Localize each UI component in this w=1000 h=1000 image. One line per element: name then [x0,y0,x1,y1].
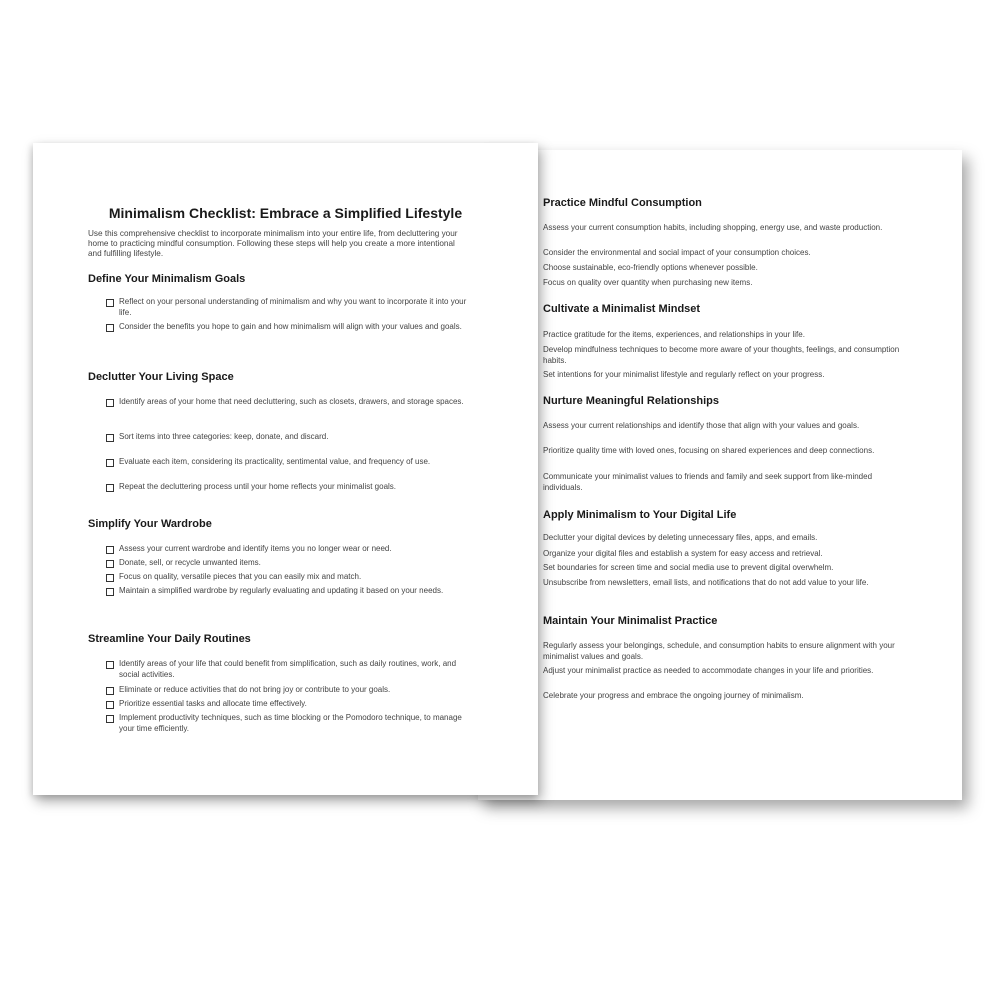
checklist-item: Assess your current wardrobe and identify items you no longer wear or need. [119,544,392,553]
checklist-item: Consider the benefits you hope to gain and how minimalism will align with your values and goals. [119,322,462,331]
checklist-item: Focus on quality, versatile pieces that you can easily mix and match. [119,572,362,581]
section-heading: Declutter Your Living Space [88,371,234,383]
checklist-item: Assess your current relationships and identify those that align with your values and goals. [543,421,860,430]
section-heading: Streamline Your Daily Routines [88,633,251,645]
checklist-item: Focus on quality over quantity when purchasing new items. [543,278,753,287]
checklist-item: Identify areas of your home that need decluttering, such as closets, drawers, and storage spaces. [119,397,464,406]
checklist-page-1 [33,143,538,795]
checklist-item: Prioritize essential tasks and allocate time effectively. [119,699,307,708]
section-heading: Apply Minimalism to Your Digital Life [543,509,737,521]
section-heading: Nurture Meaningful Relationships [543,395,720,407]
checkbox-icon[interactable] [106,324,114,332]
checkbox-icon[interactable] [106,434,114,442]
checklist-item: Maintain a simplified wardrobe by regularly evaluating and updating it based on your needs. [119,586,444,595]
checklist-item: Celebrate your progress and embrace the ongoing journey of minimalism. [543,691,804,700]
checkbox-icon[interactable] [106,299,114,307]
checkbox-icon[interactable] [106,588,114,596]
checkbox-icon[interactable] [106,560,114,568]
checkbox-icon[interactable] [106,484,114,492]
checklist-item: Choose sustainable, eco-friendly options whenever possible. [543,263,758,272]
checklist-item: Sort items into three categories: keep, donate, and discard. [119,432,329,441]
checklist-item: Unsubscribe from newsletters, email lists, and notifications that do not add value to your life. [543,578,869,587]
checklist-item: Donate, sell, or recycle unwanted items. [119,558,261,567]
checklist-item: Implement productivity techniques, such as time blocking or the Pomodoro technique, to manage your time efficiently. [119,713,462,733]
checklist-item: Eliminate or reduce activities that do not bring joy or contribute to your goals. [119,685,391,694]
checklist-item: Assess your current consumption habits, including shopping, energy use, and waste production. [543,223,883,232]
checkbox-icon[interactable] [106,546,114,554]
checkbox-icon[interactable] [106,399,114,407]
section-heading: Define Your Minimalism Goals [88,273,246,285]
checklist-page-2 [478,150,962,800]
section-heading: Cultivate a Minimalist Mindset [543,303,701,315]
checklist-item: Adjust your minimalist practice as needed to accommodate changes in your life and priorities. [543,666,874,675]
checklist-item: Communicate your minimalist values to friends and family and seek support from like-minded individuals. [543,472,873,492]
checklist-item: Declutter your digital devices by deleting unnecessary files, apps, and emails. [543,533,818,542]
section-heading: Maintain Your Minimalist Practice [543,615,718,627]
checklist-item: Set boundaries for screen time and social media use to prevent digital overwhelm. [543,563,834,572]
checkbox-icon[interactable] [106,715,114,723]
section-heading: Simplify Your Wardrobe [88,518,212,530]
checkbox-icon[interactable] [106,687,114,695]
checklist-item: Practice gratitude for the items, experiences, and relationships in your life. [543,330,805,339]
checkbox-icon[interactable] [106,459,114,467]
checklist-item: Set intentions for your minimalist lifestyle and regularly reflect on your progress. [543,370,825,379]
checkbox-icon[interactable] [106,701,114,709]
checkbox-icon[interactable] [106,574,114,582]
checklist-item: Reflect on your personal understanding of minimalism and why you want to incorporate it into your life. [119,297,467,317]
checklist-item: Consider the environmental and social impact of your consumption choices. [543,248,811,257]
checkbox-icon[interactable] [106,661,114,669]
page-title: Minimalism Checklist: Embrace a Simplified Lifestyle [108,205,463,221]
checklist-item: Repeat the decluttering process until your home reflects your minimalist goals. [119,482,397,491]
intro-paragraph: Use this comprehensive checklist to incorporate minimalism into your entire life, from decluttering your home to practicing mindful consumption. Following these steps will help you create a more intentional and fulfilling lifestyle. [88,229,458,258]
checklist-item: Organize your digital files and establish a system for easy access and retrieval. [543,549,823,558]
section-heading: Practice Mindful Consumption [543,197,702,209]
checklist-item: Prioritize quality time with loved ones, focusing on shared experiences and deep connections. [543,446,875,455]
checklist-item: Regularly assess your belongings, schedule, and consumption habits to ensure alignment with your minimalist values and goals. [543,641,895,661]
checklist-item: Identify areas of your life that could benefit from simplification, such as daily routines, work, and social activities. [119,659,457,679]
checklist-item: Develop mindfulness techniques to become more aware of your thoughts, feelings, and consumption habits. [543,345,900,365]
checklist-item: Evaluate each item, considering its practicality, sentimental value, and frequency of use. [119,457,431,466]
